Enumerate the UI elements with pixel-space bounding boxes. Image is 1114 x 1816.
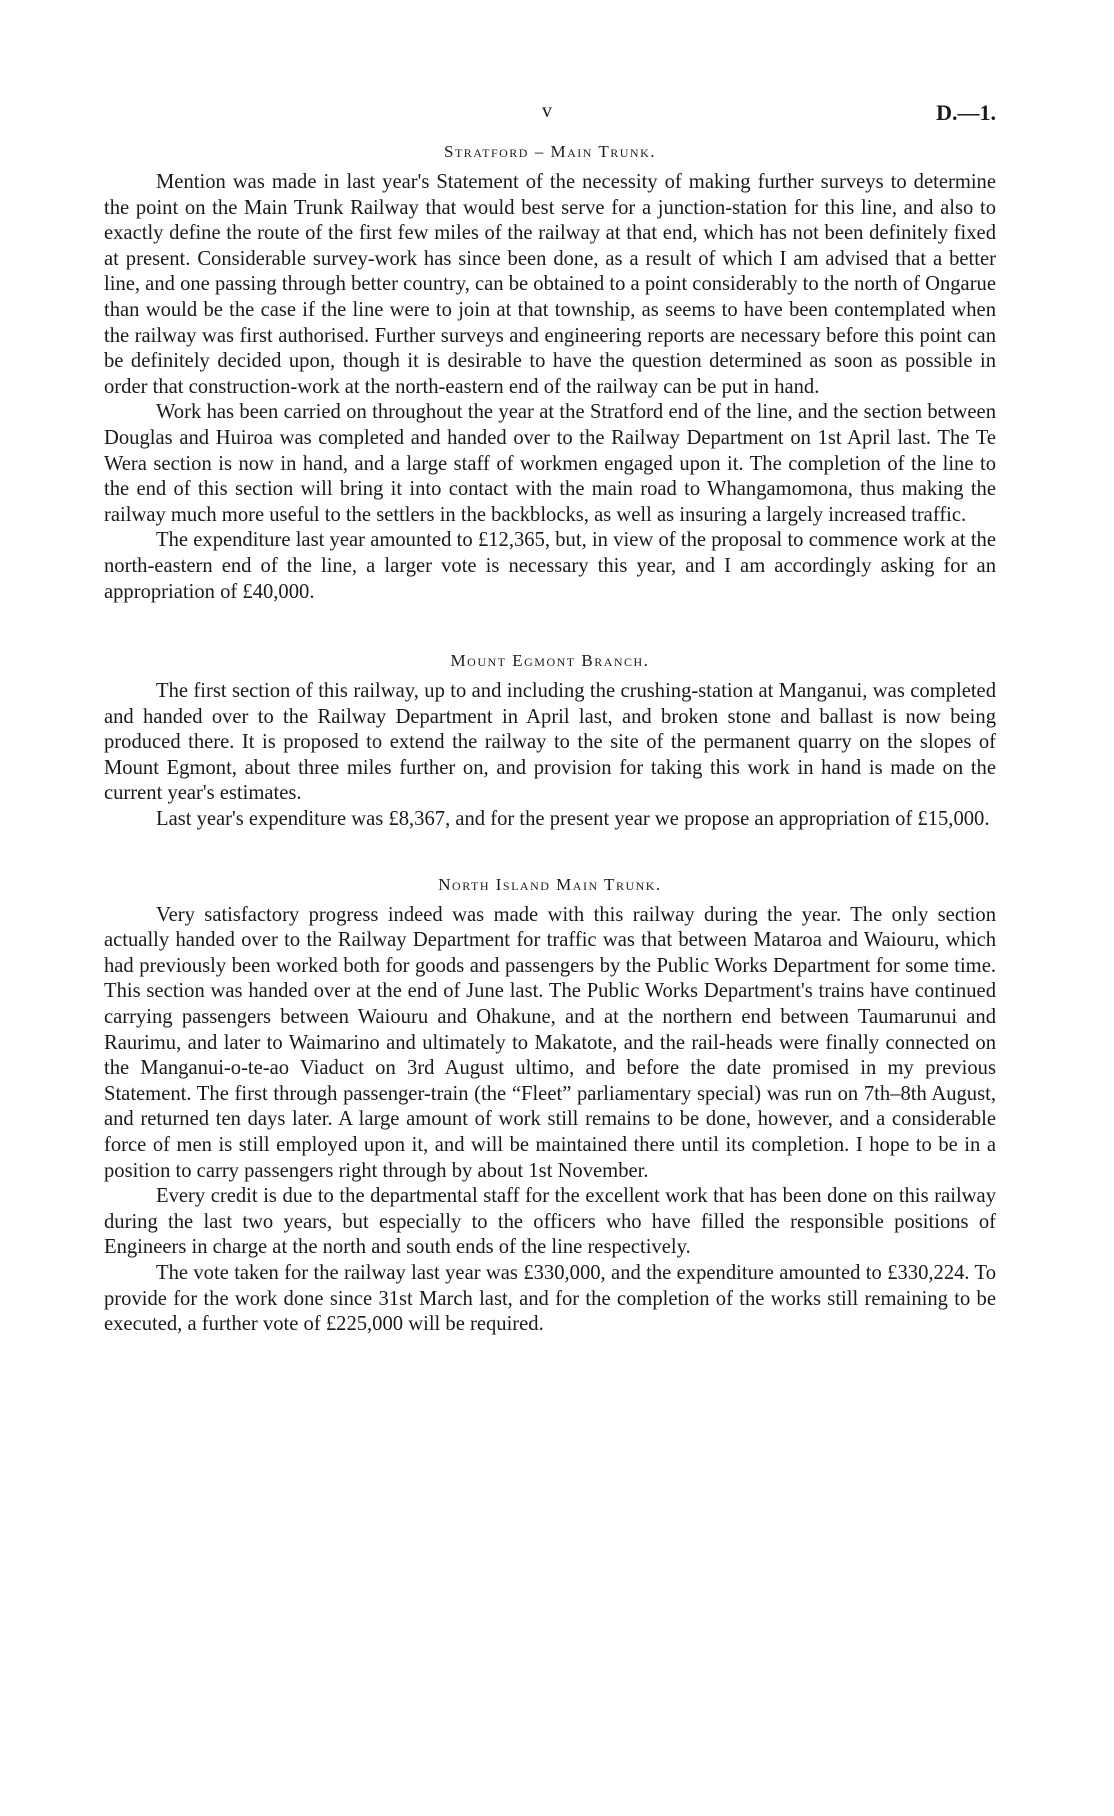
paragraph: Work has been carried on throughout the year at the Stratford end of the line, and the section between Douglas and Huiroa was completed and handed over to the Railway Department on 1st April last. The Te Wera section is now in hand, and a large staff of workmen engaged upon it. The completion of the line to the end of this section will bring it into contact with the main road to Whangamomona, thus making the railway much more useful to the settlers in the backblocks, as well as insuring a largely increased traffic. [104, 401, 996, 526]
document-reference: D.—1. [936, 100, 996, 125]
paragraph: The expenditure last year amounted to £12,365, but, in view of the proposal to commence work at the north-eastern end of the line, a larger vote is necessary this year, and I am accordingly asking for an appropriation of £40,000. [104, 529, 996, 603]
page-number: v [542, 100, 552, 122]
paragraph: Mention was made in last year's Statement of the necessity of making further surveys to determine the point on the Main Trunk Railway that would best serve for a junction-station for this line, and also to exactly define the route of the first few miles of the railway at that end, which has not been definitely fixed at present. Considerable survey-work has since been done, as a result of which I am advised that a better line, and one passing through better country, can be obtained to a point considerably to the north of Ongarue than would be the case if the line were to join at that township, as seems to have been contemplated when the railway was first authorised. Further surveys and engineering reports are necessary before this point can be definitely decided upon, though it is desirable to have the question determined as soon as possible in order that construction-work at the north-eastern end of the railway can be put in hand. [104, 171, 996, 398]
paragraph: Very satisfactory progress indeed was made with this railway during the year. The only section actually handed over to the Railway Department for traffic was that between Mataroa and Waiouru, which had previously been worked both for goods and passengers by the Public Works Department for some time. This section was handed over at the end of June last. The Public Works Department's trains have continued carrying passengers between Waiouru and Ohakune, and at the northern end between Taumarunui and Raurimu, and later to Waimarino and ultimately to Makatote, and the rail-heads were finally connected on the Manganui-o-te-ao Viaduct on 3rd August ultimo, and before the date promised in my previous Statement. The first through passenger-train (the “Fleet” parliamentary special) was run on 7th–8th August, and returned ten days later. A large amount of work still remains to be done, however, and a considerable force of men is still employed upon it, and will be maintained there until its completion. I hope to be in a position to carry passengers right through by about 1st November. [104, 903, 996, 1182]
section-north-island-main-trunk [104, 873, 996, 1338]
section-heading: North Island Main Trunk. [438, 874, 662, 894]
section-stratford-main-trunk [104, 140, 996, 605]
section-heading: Stratford – Main Trunk. [444, 142, 656, 161]
section-heading: Mount Egmont Branch. [450, 651, 650, 671]
section-mount-egmont-branch [104, 649, 996, 833]
paragraph: Every credit is due to the departmental staff for the excellent work that has been done on this railway during the last two years, but especially to the officers who have filled the responsible positions of Engineers in charge at the north and south ends of the line respectively. [104, 1185, 996, 1259]
paragraph: The vote taken for the railway last year was £330,000, and the expenditure amounted to £330,224. To provide for the work done since 31st March last, and for the completion of the works still remaining to be executed, a further vote of £225,000 will be required. [104, 1261, 996, 1336]
page-header [104, 100, 996, 134]
paragraph: The first section of this railway, up to and including the crushing-station at Manganui, was completed and handed over to the Railway Department in April last, and broken stone and ballast is now being produced there. It is proposed to extend the railway to the site of the permanent quarry on the slopes of Mount Egmont, about three miles further on, and provision for taking this work in hand is made on the current year's estimates. [104, 680, 996, 805]
paragraph: Last year's expenditure was £8,367, and for the present year we propose an appropriation of £15,000. [156, 808, 990, 831]
document-page [104, 100, 996, 1338]
